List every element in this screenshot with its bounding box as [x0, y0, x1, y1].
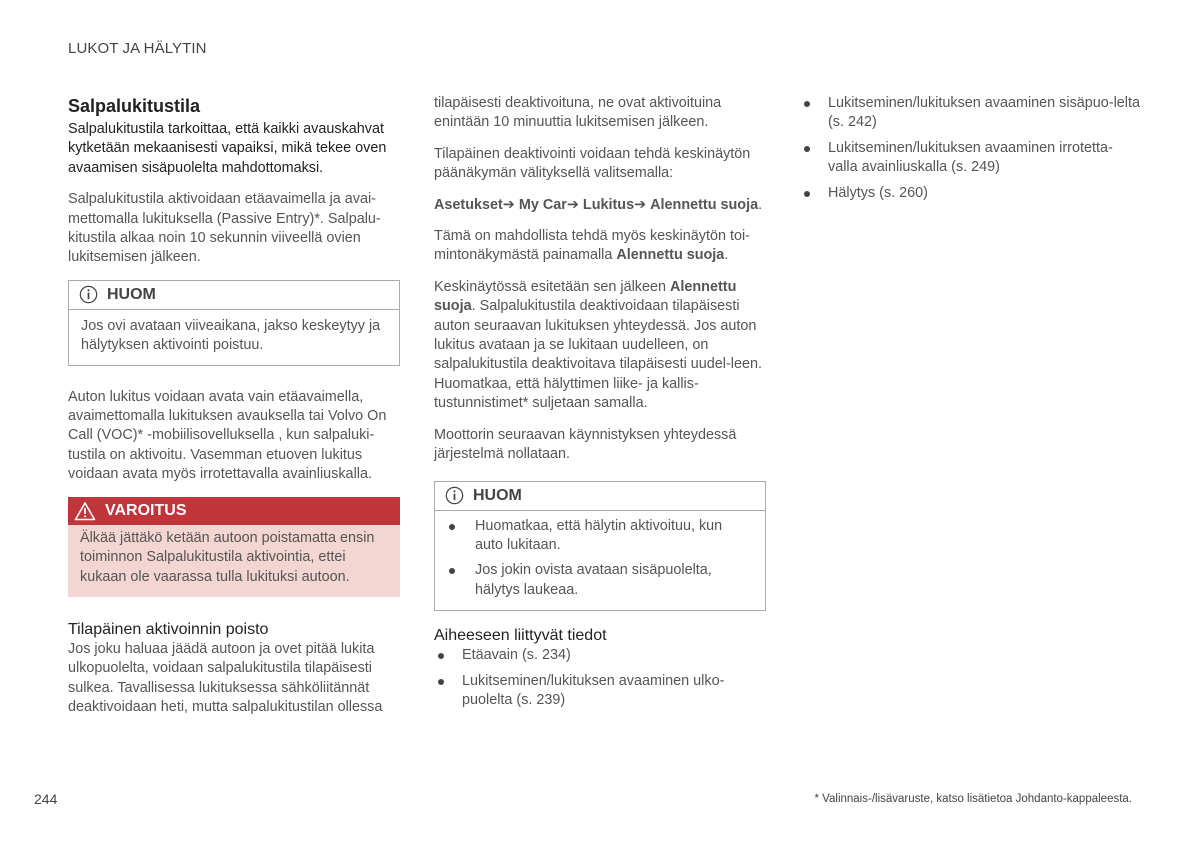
arrow-right-icon: ➔	[634, 196, 647, 213]
menu-path-end: .	[758, 196, 763, 213]
note-title: HUOM	[107, 285, 156, 303]
footnote: * Valinnais-/lisävaruste, katso lisätietoa Johdanto-kappaleesta.	[814, 793, 1132, 805]
note-title: HUOM	[473, 486, 522, 504]
ui-term: Alennettu suoja	[434, 278, 737, 315]
note-box	[68, 280, 400, 366]
warning-box	[68, 497, 400, 597]
paragraph-text: Tämä on mahdollista tehdä myös keskinäytön toi-mintonäkymästä painamalla	[434, 228, 750, 264]
column-3	[800, 94, 1140, 209]
list-item: Jos jokin ovista avataan sisäpuolelta, hälytys laukeaa.	[447, 561, 753, 600]
subheading: Tilapäinen aktivoinnin poisto	[68, 620, 269, 638]
related-list	[434, 646, 766, 710]
paragraph: Tilapäinen deaktivointi voidaan tehdä keskinäytön päänäkymän välityksellä valitsemalla:	[434, 145, 751, 182]
ui-term: Alennettu suoja	[616, 247, 725, 264]
note-header	[435, 482, 765, 511]
list-item: Huomatkaa, että hälytin aktivoituu, kun auto lukitaan.	[447, 517, 753, 556]
column-2	[434, 94, 766, 716]
list-item: Lukitseminen/lukituksen avaaminen ulko-puolelta (s. 239)	[434, 672, 766, 711]
column-1	[68, 94, 400, 730]
paragraph: Auton lukitus voidaan avata vain etäavaimella, avaimettomalla lukituksen avauksella tai Volvo On Call (VOC)* -mobiilisovelluksella , kun salpaluki-tustila on aktivoitu. Vasemman etuoven lukitus voidaan avata myös irrotettavalla avainliuskalla.	[68, 388, 387, 483]
list-item: Lukitseminen/lukituksen avaaminen sisäpuo-lelta (s. 242)	[800, 94, 1140, 133]
note-header	[69, 281, 399, 310]
intro-paragraph: Salpalukitustila tarkoittaa, että kaikki avauskahvat kytketään mekaanisesti vapaiksi, mikä tekee oven avaamisen sisäpuolelta mahdottomaksi.	[68, 121, 387, 176]
menu-path	[434, 196, 766, 215]
arrow-right-icon: ➔	[502, 196, 515, 213]
list-item: Etäavain (s. 234)	[434, 646, 766, 665]
warning-header	[68, 497, 400, 525]
note-list	[447, 517, 753, 601]
note-body	[435, 511, 765, 611]
paragraph-text: .	[724, 247, 729, 264]
menu-path-step: Asetukset	[434, 196, 503, 213]
paragraph	[434, 227, 766, 266]
related-list	[800, 94, 1140, 203]
list-item: Hälytys (s. 260)	[800, 184, 1140, 203]
note-text: Jos ovi avataan viiveaikana, jakso keskeytyy ja hälytyksen aktivointi poistuu.	[81, 317, 381, 354]
paragraph: tilapäisesti deaktivoituna, ne ovat aktivoituina enintään 10 minuuttia lukitsemisen jälkeen.	[434, 95, 722, 131]
related-heading: Aiheeseen liittyvät tiedot	[434, 627, 607, 645]
section-title: Salpalukitustila	[68, 96, 201, 116]
paragraph: Salpalukitustila aktivoidaan etäavaimella ja avai-mettomalla lukituksella (Passive Entry)*. Salpalu-kitustila alkaa noin 10 sekunnin viiveellä ovien lukitsemisen jälkeen.	[68, 191, 381, 266]
menu-path-step: Alennettu suoja	[650, 196, 759, 213]
paragraph: Jos joku haluaa jäädä autoon ja ovet pitää lukita ulkopuolelta, voidaan salpalukitustila tilapäisesti sulkea. Tavallisessa lukituksessa sähköliitännät deaktivoidaan heti, mutta salpalukitustilan ollessa	[68, 640, 383, 716]
note-body	[69, 310, 399, 365]
paragraph: Moottorin seuraavan käynnistyksen yhteydessä järjestelmä nollataan.	[434, 426, 737, 463]
paragraph-text: Keskinäytössä esitetään sen jälkeen	[434, 278, 670, 295]
arrow-right-icon: ➔	[566, 196, 579, 213]
paragraph	[434, 278, 766, 414]
menu-path-step: Lukitus	[582, 196, 635, 213]
paragraph-text: . Salpalukitustila deaktivoidaan tilapäisesti auton seuraavan lukituksen yhteydessä. Jos auton lukitus avataan ja se lukitaan uudelleen, on salpalukitustila deaktivoitava tilapäisesti uudel-leen. Huomatkaa, että hälyttimen liike- ja kallis-tustunnistimet* suljetaan samalla.	[434, 298, 762, 412]
menu-path-step: My Car	[518, 196, 567, 213]
running-head: LUKOT JA HÄLYTIN	[68, 40, 207, 57]
note-box	[434, 481, 766, 612]
info-icon	[445, 486, 464, 505]
warning-title: VAROITUS	[105, 501, 187, 519]
info-icon	[79, 285, 98, 304]
page-number: 244	[34, 791, 58, 807]
warning-text: Älkää jättäkö ketään autoon poistamatta ensin toiminnon Salpalukitustila aktivointia, ettei kukaan ole vaarassa tulla lukituksi autoon.	[80, 529, 375, 585]
warning-triangle-icon	[74, 501, 96, 521]
list-item: Lukitseminen/lukituksen avaaminen irrotetta-valla avainliuskalla (s. 249)	[800, 139, 1140, 178]
warning-body	[68, 525, 400, 597]
